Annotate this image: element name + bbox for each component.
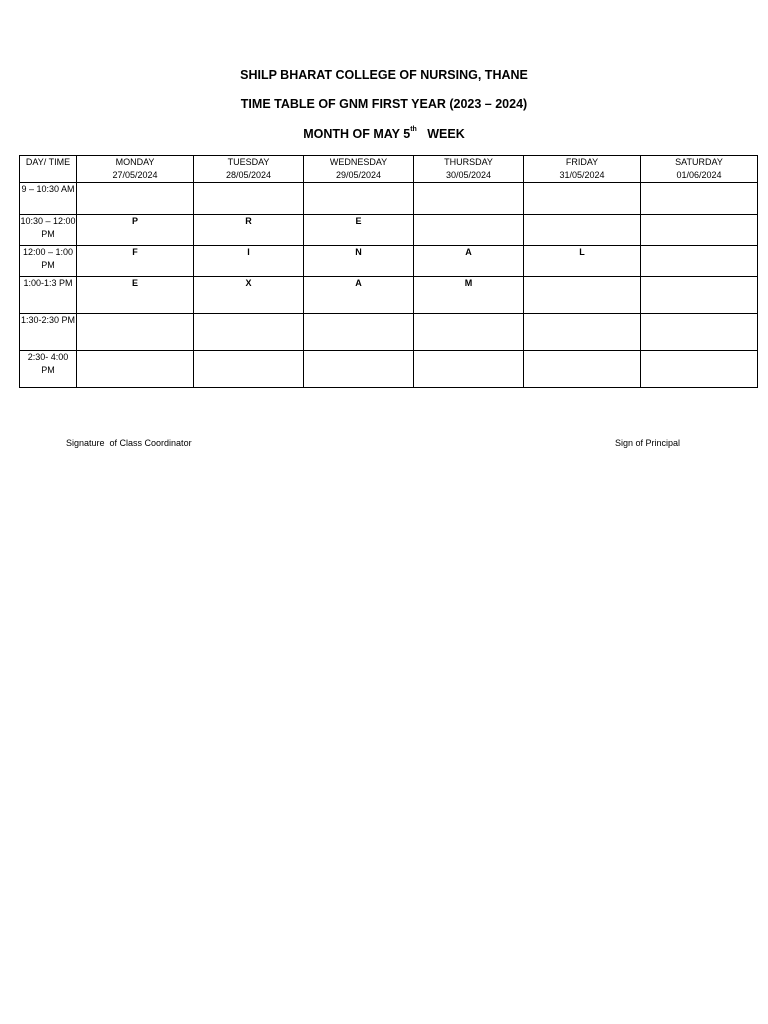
time-slot: 9 – 10:30 AM: [20, 183, 77, 215]
month-prefix: MONTH OF MAY 5: [303, 127, 411, 141]
schedule-cell: [641, 277, 758, 314]
principal-signature-label: Sign of Principal: [615, 438, 681, 448]
table-row: [20, 246, 758, 277]
timetable-title: TIME TABLE OF GNM FIRST YEAR (2023 – 2024): [240, 97, 528, 111]
schedule-cell: P: [77, 215, 194, 246]
schedule-cell: [304, 314, 414, 351]
table-row: [20, 183, 758, 215]
time-slot: 10:30 – 12:00 PM: [20, 215, 77, 246]
day-header: [77, 156, 194, 183]
day-header: [304, 156, 414, 183]
table-row: [20, 277, 758, 314]
day-name: SATURDAY: [675, 157, 723, 167]
schedule-cell: [304, 351, 414, 388]
day-header: [641, 156, 758, 183]
schedule-cell: [641, 215, 758, 246]
schedule-cell: [194, 314, 304, 351]
schedule-cell: [524, 277, 641, 314]
day-name: THURSDAY: [444, 157, 493, 167]
schedule-cell: [414, 215, 524, 246]
schedule-cell: [524, 351, 641, 388]
schedule-cell: [524, 215, 641, 246]
schedule-cell: A: [414, 246, 524, 277]
table-row: [20, 351, 758, 388]
day-date: 01/06/2024: [676, 170, 722, 180]
schedule-cell: N: [304, 246, 414, 277]
time-slot: 12:00 – 1:00 PM: [20, 246, 77, 277]
table-row: [20, 215, 758, 246]
schedule-cell: M: [414, 277, 524, 314]
day-name: MONDAY: [115, 157, 155, 167]
schedule-cell: [414, 183, 524, 215]
month-suffix: WEEK: [427, 127, 465, 141]
time-slot: 1:00-1:3 PM: [20, 277, 77, 314]
schedule-cell: [304, 183, 414, 215]
coordinator-signature-label: Signature of Class Coordinator: [66, 438, 192, 448]
schedule-cell: [524, 183, 641, 215]
schedule-cell: [194, 183, 304, 215]
schedule-cell: F: [77, 246, 194, 277]
schedule-cell: X: [194, 277, 304, 314]
time-slot: 2:30- 4:00 PM: [20, 351, 77, 388]
schedule-cell: [77, 183, 194, 215]
schedule-cell: [524, 314, 641, 351]
schedule-cell: E: [304, 215, 414, 246]
schedule-cell: L: [524, 246, 641, 277]
schedule-cell: E: [77, 277, 194, 314]
month-week-title: [0, 126, 768, 141]
schedule-cell: R: [194, 215, 304, 246]
schedule-cell: A: [304, 277, 414, 314]
college-name: SHILP BHARAT COLLEGE OF NURSING, THANE: [240, 68, 528, 82]
day-date: 28/05/2024: [225, 170, 272, 180]
schedule-cell: [77, 314, 194, 351]
day-date: 31/05/2024: [559, 170, 605, 180]
day-header: [414, 156, 524, 183]
schedule-cell: [641, 183, 758, 215]
table-row: [20, 314, 758, 351]
day-date: 27/05/2024: [112, 170, 158, 180]
schedule-cell: I: [194, 246, 304, 277]
day-name: TUESDAY: [227, 157, 270, 167]
schedule-cell: [641, 351, 758, 388]
schedule-cell: [641, 246, 758, 277]
schedule-cell: [194, 351, 304, 388]
timetable: [19, 155, 758, 388]
schedule-cell: [414, 351, 524, 388]
time-slot: 1:30-2:30 PM: [20, 314, 77, 351]
day-header: [194, 156, 304, 183]
month-ordinal-suffix: th: [410, 126, 417, 133]
day-date: 29/05/2024: [335, 170, 382, 180]
day-date: 30/05/2024: [445, 170, 492, 180]
table-header-row: [20, 156, 758, 183]
day-header: [524, 156, 641, 183]
schedule-cell: [414, 314, 524, 351]
schedule-cell: [77, 351, 194, 388]
corner-header: DAY/ TIME: [20, 156, 77, 183]
schedule-cell: [641, 314, 758, 351]
day-name: WEDNESDAY: [329, 157, 388, 167]
day-name: FRIDAY: [565, 157, 599, 167]
